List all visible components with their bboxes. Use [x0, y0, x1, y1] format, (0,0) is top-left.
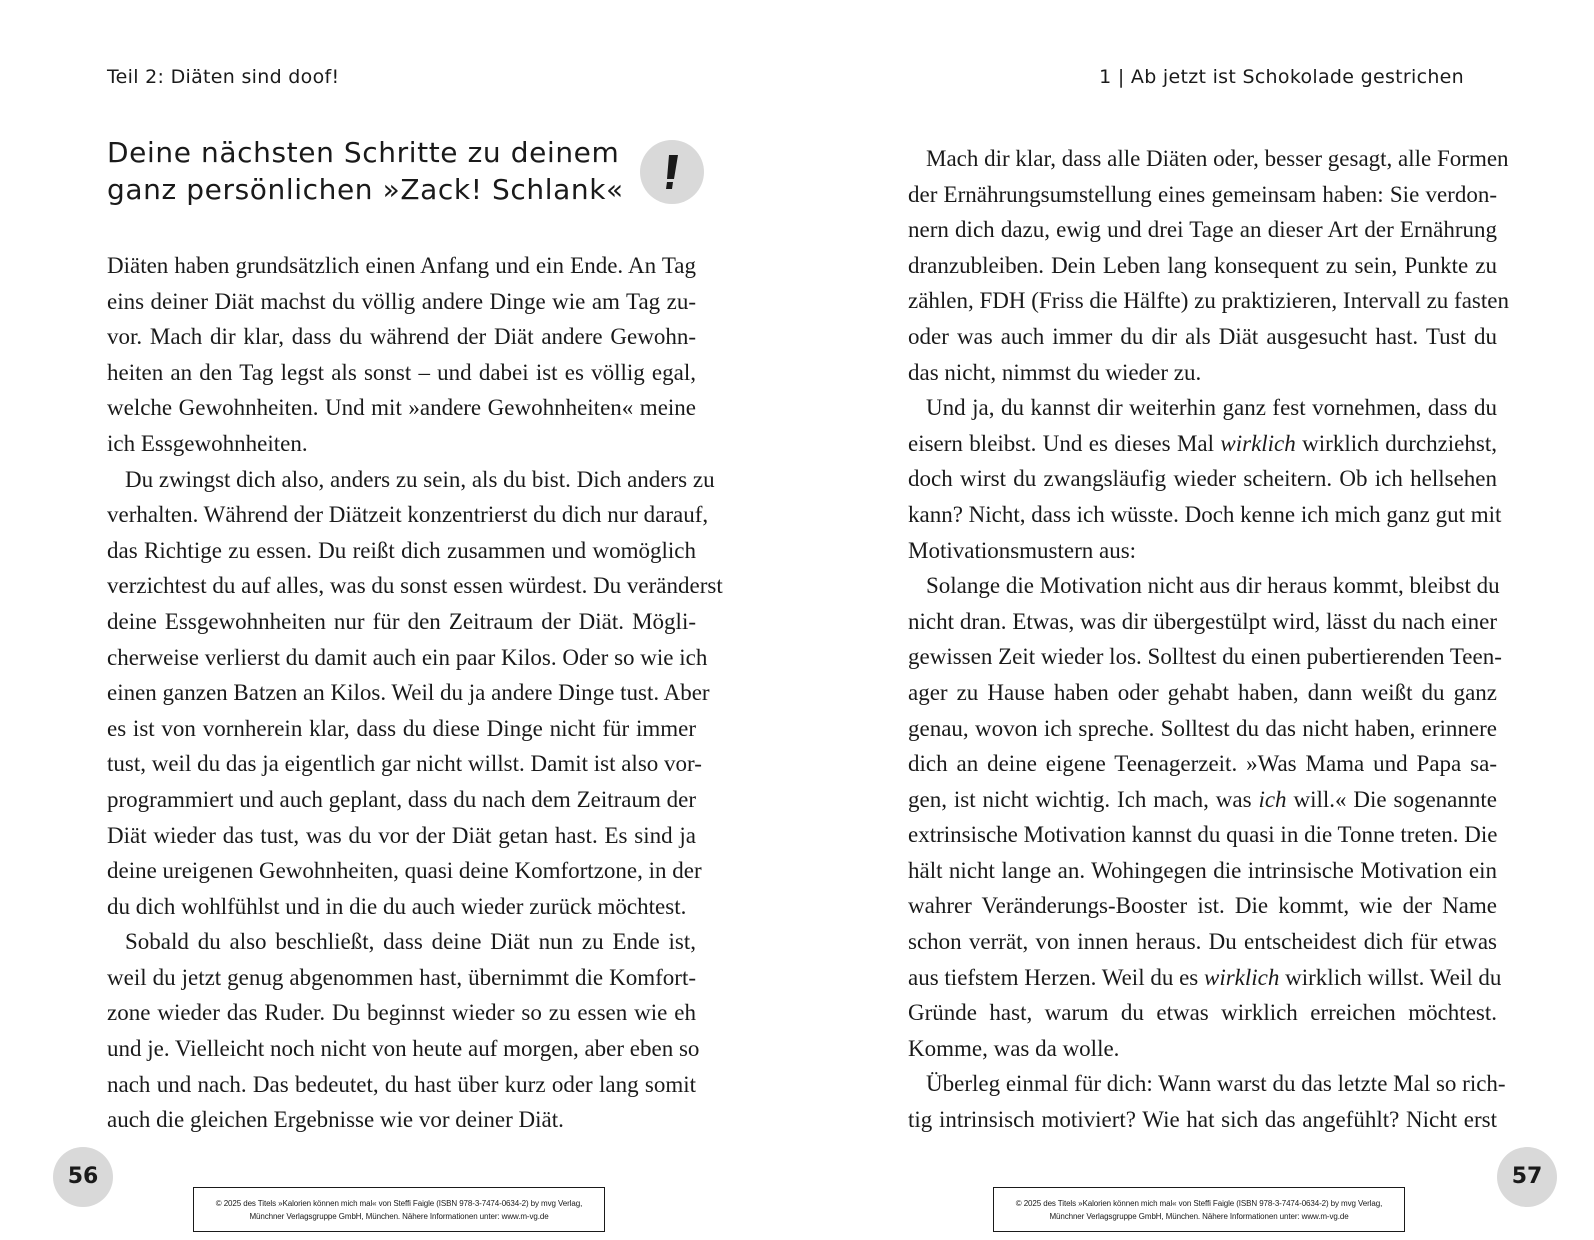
text-line: auch die gleichen Ergebnisse wie vor deiner Diät.: [107, 1107, 564, 1133]
text-line: genau, wovon ich spreche. Solltest du das nicht haben, erinnere: [908, 715, 1497, 741]
text-line: Und ja, du kannst dir weiterhin ganz fest vornehmen, dass du: [926, 395, 1497, 421]
text-line: Mach dir klar, dass alle Diäten oder, besser gesagt, alle Formen: [926, 146, 1509, 171]
text-line: einen ganzen Batzen an Kilos. Weil du ja andere Dinge tust. Aber: [107, 680, 710, 706]
text-line: oder was auch immer du dir als Diät ausgesucht hast. Tust du: [908, 323, 1497, 349]
text-line: Du zwingst dich also, anders zu sein, als du bist. Dich anders zu: [125, 466, 715, 492]
section-heading: [107, 134, 627, 208]
left-body-text: [107, 248, 723, 1138]
text-line: cherweise verlierst du damit auch ein paar Kilos. Oder so wie ich: [107, 644, 708, 670]
text-line: tust, weil du das ja eigentlich gar nicht willst. Damit ist also vor-: [107, 751, 702, 777]
text-line: programmiert und auch geplant, dass du nach dem Zeitraum der: [107, 786, 696, 812]
text-line: Gründe hast, warum du etwas wirklich erreichen möchtest.: [908, 1000, 1497, 1026]
text-line: doch wirst du zwangsläufig wieder scheitern. Ob ich hellsehen: [908, 466, 1497, 492]
heading-line: Deine nächsten Schritte zu deinem: [107, 136, 620, 169]
text-line: hält nicht lange an. Wohingegen die intrinsische Motivation ein: [908, 857, 1497, 883]
text-line: weil du jetzt genug abgenommen hast, übernimmt die Komfort-: [107, 964, 696, 990]
text-line: extrinsische Motivation kannst du quasi in die Tonne treten. Die: [908, 822, 1498, 848]
text-line: nicht dran. Etwas, was dir übergestülpt wird, lässt du nach einer: [908, 608, 1497, 634]
text-line: der Ernährungsumstellung eines gemeinsam haben: Sie verdon-: [908, 181, 1497, 207]
text-line: und je. Vielleicht noch nicht von heute auf morgen, aber eben so: [107, 1036, 700, 1062]
page-number-right: 57: [1497, 1147, 1557, 1207]
right-body-text: [908, 141, 1509, 1138]
emphasis: ich: [1258, 786, 1287, 812]
text-line: dich an deine eigene Teenagerzeit. »Was Mama und Papa sa-: [908, 751, 1497, 777]
text-line: deine ureigenen Gewohnheiten, quasi deine Komfortzone, in der: [107, 858, 702, 884]
text-line: schon verrät, von innen heraus. Du entscheidest dich für etwas: [908, 929, 1497, 955]
text-line: kann? Nicht, dass ich wüsste. Doch kenne ich mich ganz gut mit: [908, 501, 1502, 527]
emphasis: wirklich: [1204, 964, 1280, 990]
running-head-left: Teil 2: Diäten sind doof!: [107, 66, 340, 88]
copyright-line: © 2025 des Titels »Kalorien können mich mal« von Steffi Faigle (ISBN 978-3-7474-0634-2) by mvg Verlag,: [1015, 1199, 1383, 1208]
text-line: eins deiner Diät machst du völlig andere Dinge wie am Tag zu-: [107, 288, 696, 314]
copyright-line: Münchner Verlagsgruppe GmbH, München. Nähere Informationen unter: www.m-vg.de: [249, 1212, 549, 1221]
copyright-line: Münchner Verlagsgruppe GmbH, München. Nähere Informationen unter: www.m-vg.de: [1049, 1212, 1349, 1221]
text-line: Diäten haben grundsätzlich einen Anfang und ein Ende. An Tag: [107, 253, 696, 278]
text-line: tig intrinsisch motiviert? Wie hat sich das angefühlt? Nicht erst: [908, 1107, 1497, 1133]
text-line: verzichtest du auf alles, was du sonst essen würdest. Du veränderst: [107, 573, 723, 599]
text-line: welche Gewohnheiten. Und mit »andere Gewohnheiten« meine: [107, 395, 696, 421]
text-line: das nicht, nimmst du wieder zu.: [908, 359, 1202, 385]
text-line: aus tiefstem Herzen. Weil du es wirklich wirklich willst. Weil du: [908, 964, 1502, 990]
text-line: du dich wohlfühlst und in die du auch wieder zurück möchtest.: [107, 893, 687, 919]
text-line: wahrer Veränderungs-Booster ist. Die kommt, wie der Name: [908, 893, 1497, 919]
paragraph: [908, 390, 1502, 568]
emphasis: wirklich: [1220, 430, 1296, 456]
copyright-notice-right: [993, 1187, 1405, 1232]
right-page: [797, 0, 1594, 1240]
text-line: verhalten. Während der Diätzeit konzentrierst du dich nur darauf,: [107, 502, 709, 528]
text-line: das Richtige zu essen. Du reißt dich zusammen und womöglich: [107, 537, 696, 563]
text-line: vor. Mach dir klar, dass du während der Diät andere Gewohn-: [107, 324, 696, 350]
text-line: Solange die Motivation nicht aus dir heraus kommt, bleibst du: [926, 573, 1500, 599]
text-line: Sobald du also beschließt, dass deine Diät nun zu Ende ist,: [125, 929, 696, 955]
text-line: es ist von vornherein klar, dass du diese Dinge nicht für immer: [107, 715, 696, 741]
text-line: Überleg einmal für dich: Wann warst du das letzte Mal so rich-: [926, 1071, 1506, 1097]
text-line: heiten an den Tag legst als sonst – und dabei ist es völlig egal,: [107, 359, 696, 385]
heading-line: ganz persönlichen »Zack! Schlank«: [107, 173, 624, 206]
text-line: ich Essgewohnheiten.: [107, 430, 308, 456]
text-line: deine Essgewohnheiten nur für den Zeitraum der Diät. Mögli-: [107, 608, 696, 634]
paragraph: [908, 568, 1502, 1066]
text-line: Diät wieder das tust, was du vor der Diät getan hast. Es sind ja: [107, 822, 696, 848]
paragraph: [107, 248, 696, 462]
text-line: dranzubleiben. Dein Leben lang konsequent zu sein, Punkte zu: [908, 252, 1497, 278]
page-number-left: 56: [53, 1147, 113, 1207]
copyright-line: © 2025 des Titels »Kalorien können mich mal« von Steffi Faigle (ISBN 978-3-7474-0634-2) by mvg Verlag,: [215, 1199, 583, 1208]
text-line: eisern bleibst. Und es dieses Mal wirklich wirklich durchziehst,: [908, 430, 1497, 456]
text-line: nach und nach. Das bedeutet, du hast über kurz oder lang somit: [107, 1071, 696, 1097]
copyright-notice-left: [193, 1187, 605, 1232]
paragraph: [908, 1066, 1506, 1137]
running-head-right: 1 | Ab jetzt ist Schokolade gestrichen: [1099, 66, 1464, 88]
paragraph: [107, 924, 700, 1138]
text-line: ager zu Hause haben oder gehabt haben, dann weißt du ganz: [908, 679, 1497, 705]
text-line: zählen, FDH (Friss die Hälfte) zu praktizieren, Intervall zu fasten: [908, 288, 1509, 314]
text-line: gewissen Zeit wieder los. Solltest du einen pubertierenden Teen-: [908, 644, 1502, 670]
exclamation-badge: [640, 140, 704, 204]
text-line: zone wieder das Ruder. Du beginnst wieder so zu essen wie eh: [107, 1000, 696, 1026]
paragraph: [908, 141, 1509, 390]
paragraph: [107, 462, 723, 925]
text-line: nern dich dazu, ewig und drei Tage an dieser Art der Ernährung: [908, 217, 1497, 243]
text-line: Komme, was da wolle.: [908, 1035, 1120, 1061]
exclamation-icon: [640, 140, 704, 204]
text-line: gen, ist nicht wichtig. Ich mach, was ich will.« Die sogenannte: [908, 786, 1497, 812]
text-line: Motivationsmustern aus:: [908, 537, 1137, 563]
